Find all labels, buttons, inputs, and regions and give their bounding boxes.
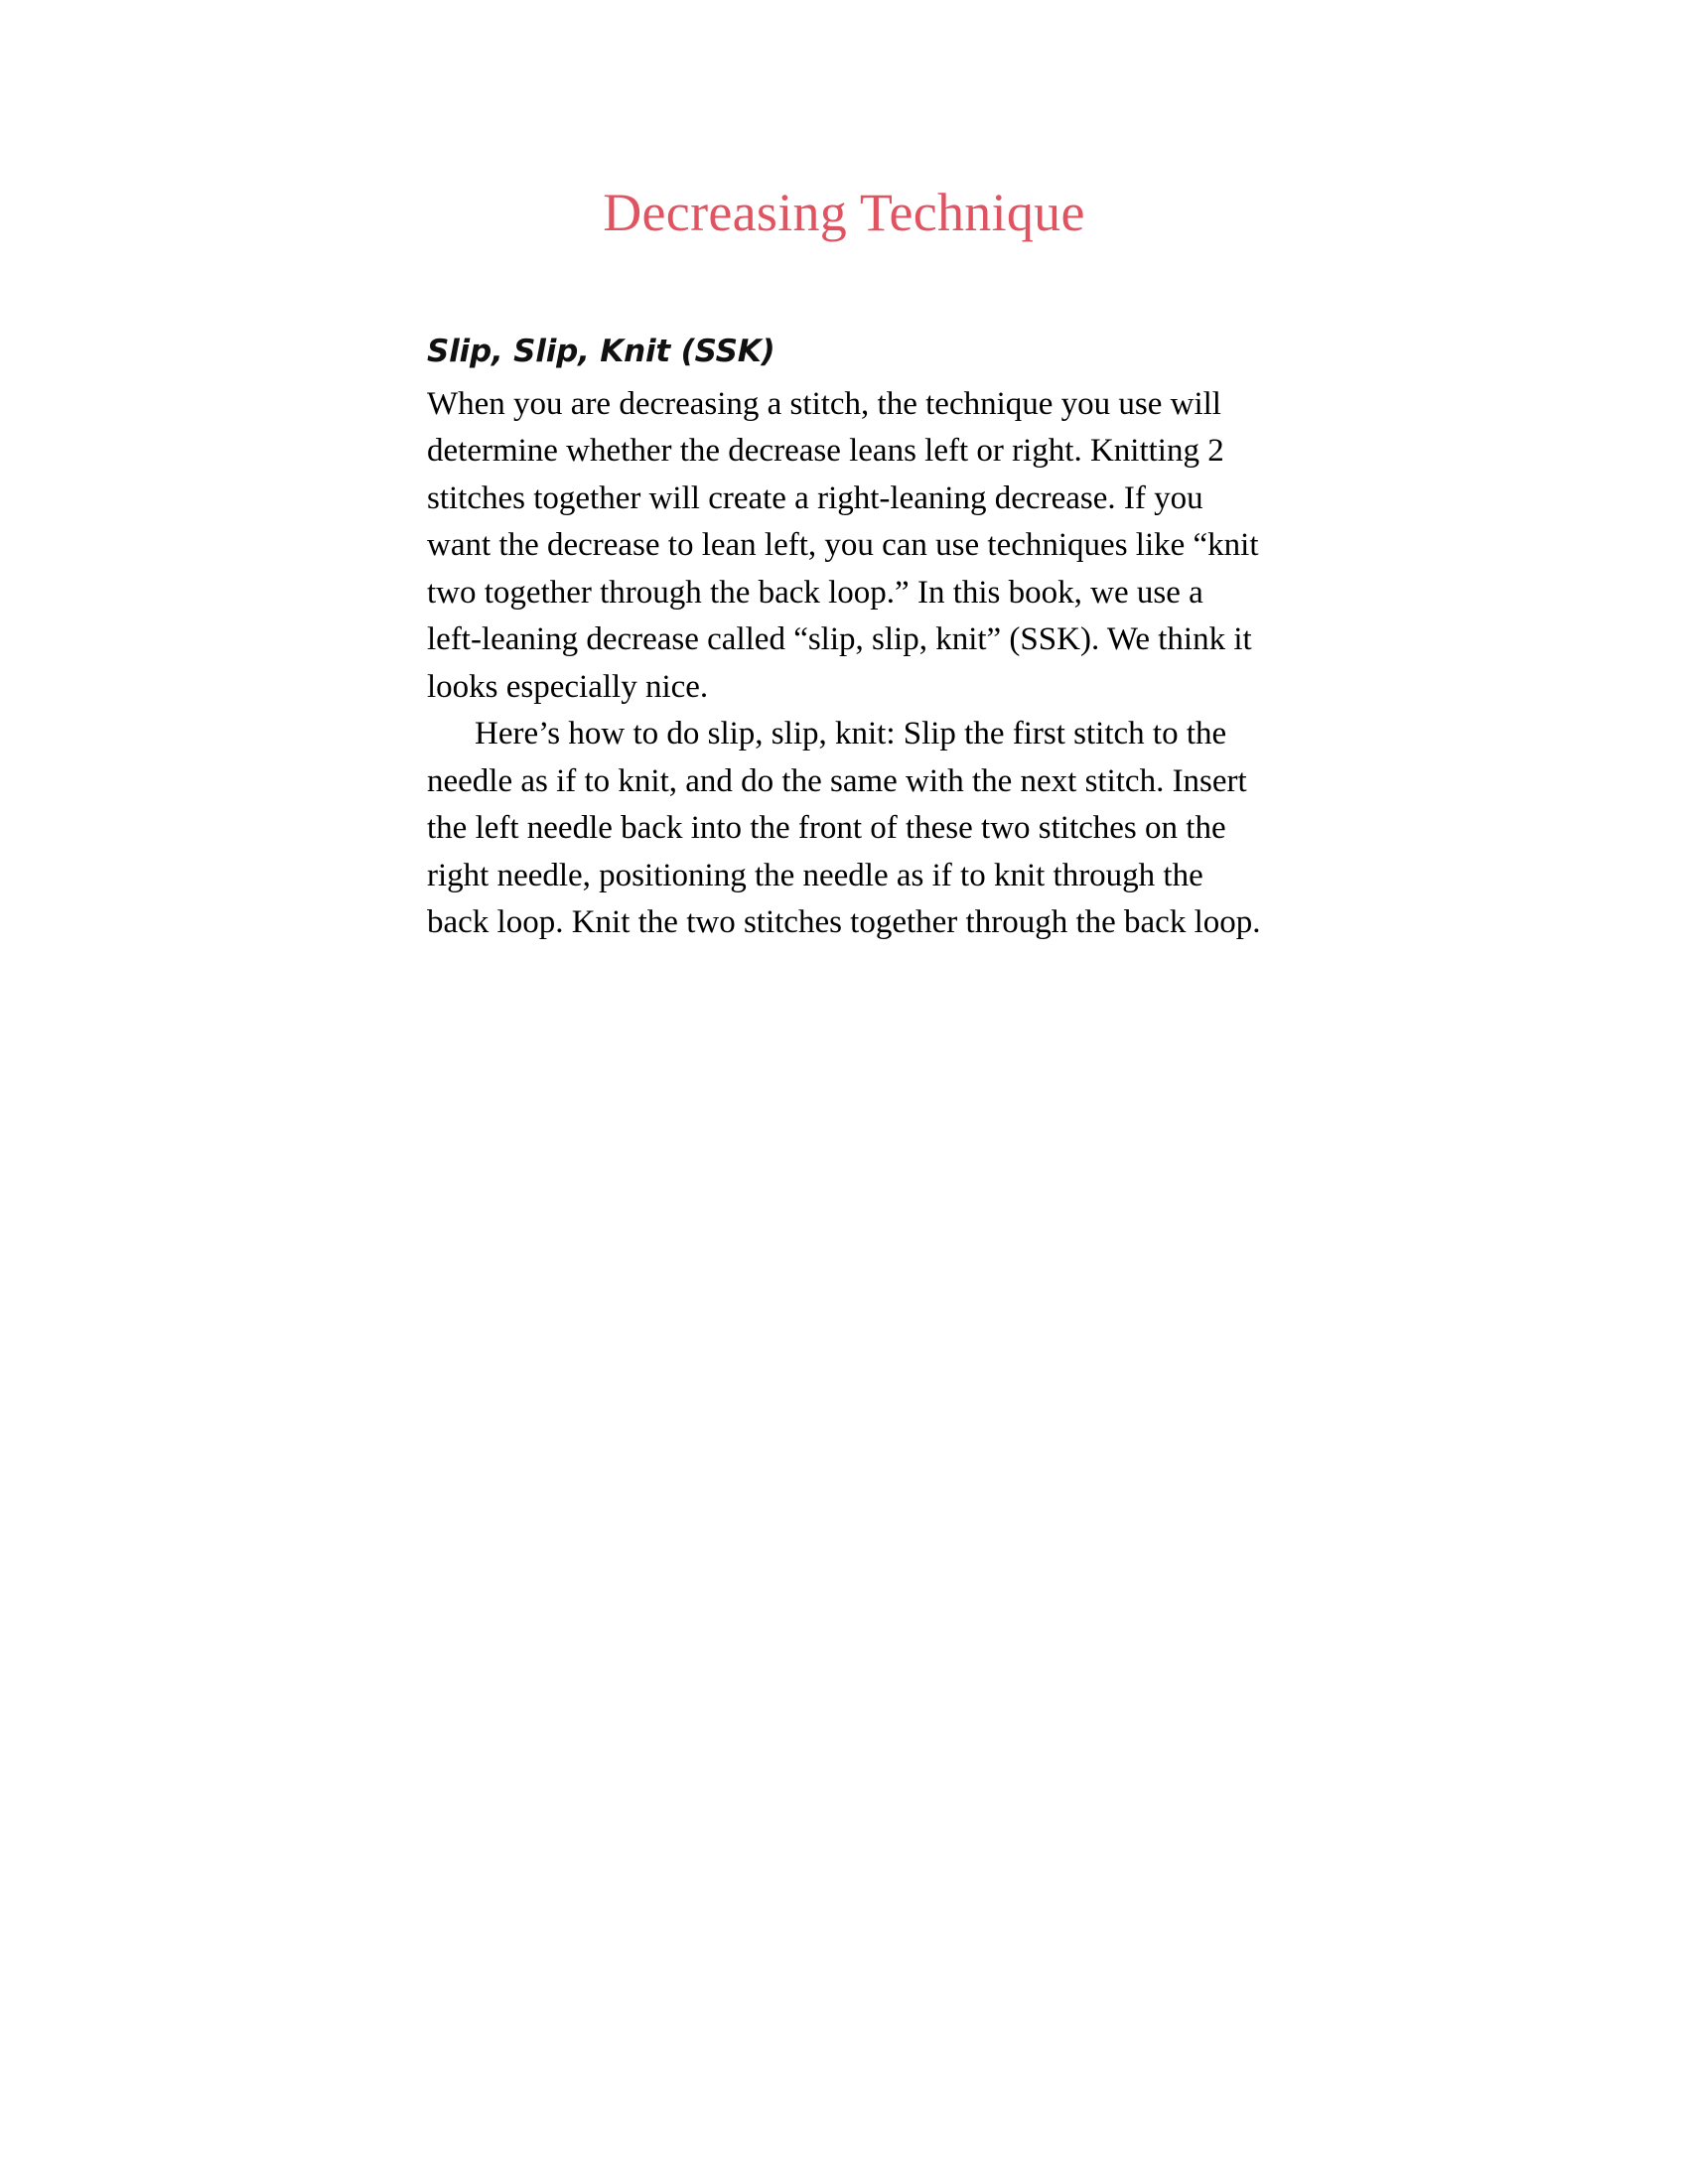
body-paragraph: When you are decreasing a stitch, the technique you use will determine whether the decrease leans left or right. Knitting 2 stitches together will create a right-leaning decrease. If you want the decrease to lean left, you can use techniques like “knit two together through the back loop.” In this book, we use a left-leaning decrease called “slip, slip, knit” (SSK). We think it looks especially nice. bbox=[427, 385, 1259, 705]
body-paragraph: Here’s how to do slip, slip, knit: Slip the first stitch to the needle as if to knit, and do the same with the next stitch. Insert the left needle back into the front of these two stitches on the right needle, positioning the needle as if to knit through the back loop. Knit the two stitches together through the back loop. bbox=[427, 716, 1261, 941]
document-body bbox=[213, 242, 1475, 946]
section-heading: Slip, Slip, Knit (SSK) bbox=[427, 334, 775, 370]
page-title: Decreasing Technique bbox=[603, 183, 1085, 242]
